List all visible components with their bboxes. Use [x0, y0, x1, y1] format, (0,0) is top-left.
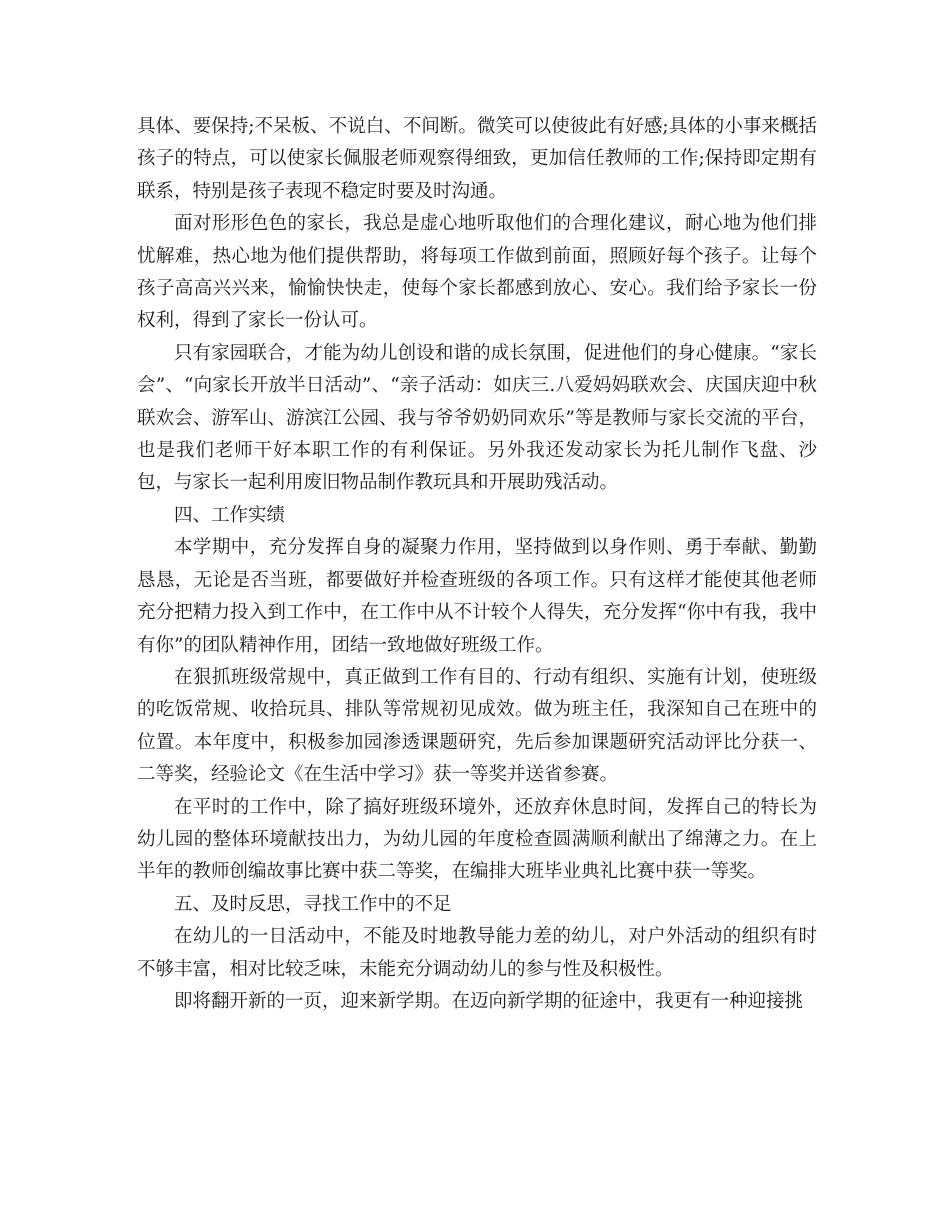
paragraph: 即将翻开新的一页，迎来新学期。在迈向新学期的征途中，我更有一种迎接挑: [174, 990, 804, 1012]
paragraph: 在平时的工作中，除了搞好班级环境外，还放弃休息时间，发挥自己的特长为幼儿园的整体环境献技出力，为幼儿园的年度检查圆满顺利献出了绵薄之力。在上半年的教师创编故事比赛中获二等奖，在编排大班毕业典礼比赛中获一等奖。: [137, 796, 817, 883]
paragraph: 本学期中，充分发挥自身的凝聚力作用，坚持做到以身作则、勇于奉献、勤勤恳恳，无论是否当班，都要做好并检查班级的各项工作。只有这样才能使其他老师充分把精力投入到工作中，在工作中从不计较个人得失，充分发挥“你中有我，我中有你”的团队精神作用，团结一致地做好班级工作。: [137, 537, 817, 656]
paragraph-continuation: 具体、要保持;不呆板、不说白、不间断。微笑可以使彼此有好感;具体的小事来概括孩子的特点，可以使家长佩服老师观察得细致，更加信任教师的工作;保持即定期有联系，特别是孩子表现不稳定时要及时沟通。: [137, 116, 817, 202]
paragraph: 在狠抓班级常规中，真正做到工作有目的、行动有组织、实施有计划，使班级的吃饭常规、收拾玩具、排队等常规初见成效。做为班主任，我深知自己在班中的位置。本年度中，积极参加园渗透课题研究，先后参加课题研究活动评比分获一、二等奖，经验论文《在生活中学习》获一等奖并送省参赛。: [137, 666, 817, 786]
section-heading: 四、工作实绩: [174, 504, 286, 526]
paragraph: 只有家园联合，才能为幼儿创设和谐的成长氛围，促进他们的身心健康。“家长会”、“向家长开放半日活动”、“亲子活动：如庆三.八爱妈妈联欢会、庆国庆迎中秋联欢会、游军山、游滨江公园、我与爷爷奶奶同欢乐”等是教师与家长交流的平台，也是我们老师干好本职工作的有利保证。另外我还发动家长为托儿制作飞盘、沙包，与家长一起利用废旧物品制作教玩具和开展助残活动。: [137, 342, 817, 494]
section-heading: 五、及时反思，寻找工作中的不足: [174, 893, 452, 915]
document-body: [137, 111, 817, 1018]
paragraph: 面对形形色色的家长，我总是虚心地听取他们的合理化建议，耐心地为他们排忧解难，热心地为他们提供帮助，将每项工作做到前面，照顾好每个孩子。让每个孩子高高兴兴来，愉愉快快走，使每个家长都感到放心、安心。我们给予家长一份权利，得到了家长一份认可。: [137, 213, 817, 332]
paragraph: 在幼儿的一日活动中，不能及时地教导能力差的幼儿，对户外活动的组织有时不够丰富，相对比较乏味，未能充分调动幼儿的参与性及积极性。: [137, 926, 817, 980]
